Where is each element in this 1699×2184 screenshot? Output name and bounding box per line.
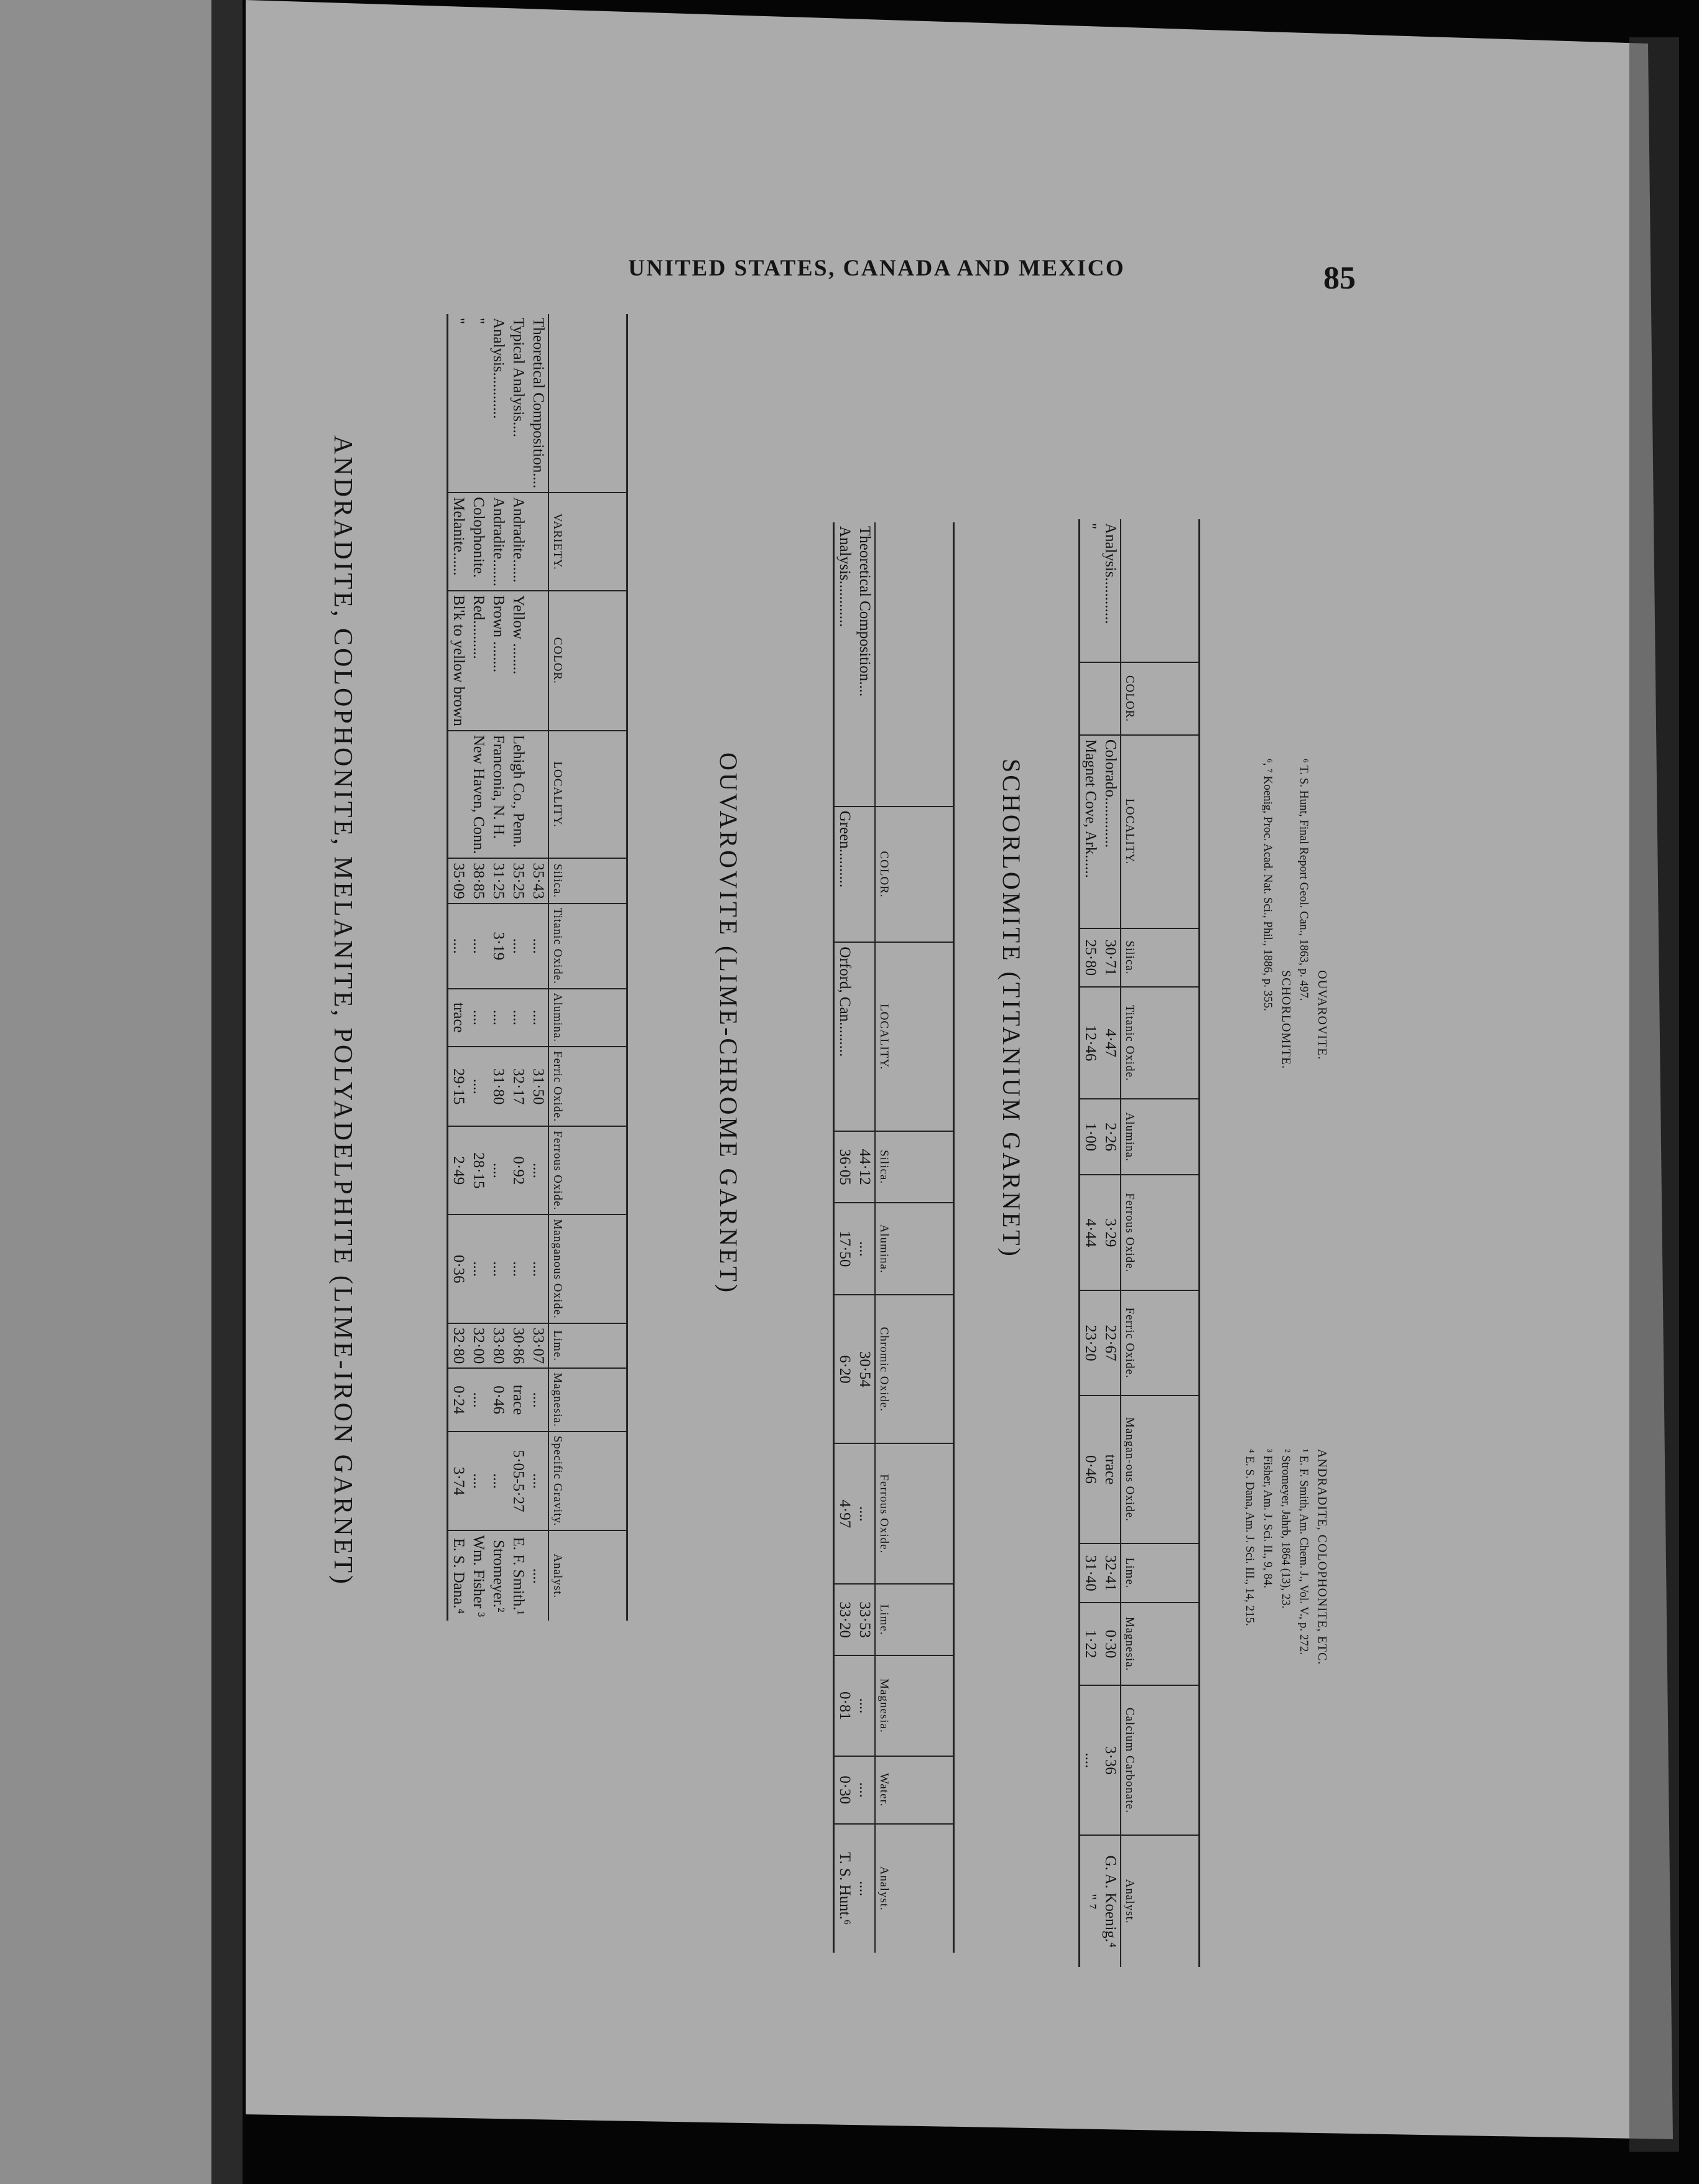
table-cell: 3·19 — [488, 904, 508, 989]
column-header: Calcium Carbonate. — [1121, 1685, 1200, 1835]
table-cell: .... — [508, 904, 528, 989]
table-cell: .... — [854, 1655, 875, 1756]
table-cell: 33·07 — [528, 1323, 549, 1368]
table-cell: 2·26 — [1100, 1099, 1121, 1175]
table-cell: Colophonite. — [468, 493, 488, 591]
table-cell: G. A. Koenig.⁴ — [1100, 1835, 1121, 1967]
column-header: Lime. — [875, 1584, 954, 1655]
table-cell: .... — [508, 1215, 528, 1323]
column-header: Mangan-ous Oxide. — [1121, 1395, 1200, 1544]
table-row — [508, 314, 528, 1621]
table-cell: trace — [1100, 1395, 1121, 1544]
column-header: COLOR. — [1121, 662, 1200, 735]
table-cell: 32·17 — [508, 1047, 528, 1126]
table-cell: 32·41 — [1100, 1543, 1121, 1603]
table-cell — [528, 493, 549, 591]
table-cell: 0·30 — [834, 1756, 855, 1824]
table-cell: 4·97 — [834, 1443, 855, 1584]
table-cell: Red.......... — [468, 591, 488, 731]
page-header: UNITED STATES, CANADA AND MEXICO — [628, 256, 1126, 281]
table-cell: .... — [508, 989, 528, 1047]
table-cell — [854, 807, 875, 943]
table-cell: Magnet Cove, Ark...... — [1080, 735, 1101, 928]
table-cell: 3·29 — [1100, 1175, 1121, 1290]
column-header: Water. — [875, 1756, 954, 1824]
table-cell — [528, 591, 549, 731]
table-cell: Theoretical Composition.... — [856, 526, 873, 697]
table-cell: 35·09 — [448, 858, 469, 903]
table-cell — [1080, 662, 1101, 735]
table-cell: 33·53 — [854, 1584, 875, 1655]
table-cell: " ⁷ — [1080, 1835, 1101, 1967]
table-cell: E. F. Smith.¹ — [508, 1530, 528, 1621]
footnote-andradite-title: ANDRADITE, COLOPHONITE, ETC. — [1315, 1449, 1329, 1665]
table-cell — [854, 942, 875, 1131]
table-cell: .... — [488, 989, 508, 1047]
table-cell: 4·47 — [1100, 987, 1121, 1099]
ouvarovite-title: OUVAROVITE (LIME-CHROME GARNET) — [715, 752, 743, 1295]
table-cell: .... — [528, 1530, 549, 1621]
column-header: Titanic Oxide. — [549, 904, 627, 989]
table-cell: 30·71 — [1100, 928, 1121, 988]
table-cell: Brown ........ — [488, 591, 508, 731]
table-cell: .... — [854, 1443, 875, 1584]
table-cell: Andradite....... — [488, 493, 508, 591]
column-header: COLOR. — [875, 807, 954, 943]
table-cell: trace — [508, 1368, 528, 1432]
table-cell: .... — [448, 904, 469, 989]
footnote-ouvarovite-title: OUVAROVITE. — [1315, 970, 1329, 1060]
table-cell: .... — [528, 1126, 549, 1215]
column-header — [1121, 519, 1200, 662]
table-cell: .... — [468, 989, 488, 1047]
ouvarovite-footnotes — [1259, 759, 1331, 1069]
column-header: Alumina. — [875, 1203, 954, 1295]
column-header: Ferric Oxide. — [549, 1047, 627, 1126]
table-cell: .... — [1080, 1685, 1101, 1835]
table-cell — [1100, 662, 1121, 735]
table-cell: Orford, Can......... — [834, 942, 855, 1131]
table-cell: Yellow ........ — [508, 591, 528, 731]
ouvarovite-table — [833, 522, 955, 1953]
table-cell: .... — [488, 1215, 508, 1323]
column-header — [875, 522, 954, 807]
table-row — [1080, 519, 1101, 1967]
table-cell: " — [448, 314, 469, 493]
table-cell: .... — [528, 989, 549, 1047]
table-row — [528, 314, 549, 1621]
column-header: Lime. — [1121, 1543, 1200, 1603]
table-cell: 0·24 — [448, 1368, 469, 1432]
table-cell: 32·80 — [448, 1323, 469, 1368]
table-cell: 35·25 — [508, 858, 528, 903]
table-row — [834, 522, 855, 1953]
column-header: Manganous Oxide. — [549, 1215, 627, 1323]
column-header: Magnesia. — [875, 1655, 954, 1756]
column-header: Magnesia. — [549, 1368, 627, 1432]
table-cell: .... — [488, 1432, 508, 1531]
table-cell: Wm. Fisher ³ — [468, 1530, 488, 1621]
footnote-line: ² Stromeyer, Jahrb, 1864 (13), 23. — [1279, 1449, 1292, 1609]
table-cell: 36·05 — [834, 1131, 855, 1203]
column-header: Ferrous Oxide. — [549, 1126, 627, 1215]
table-cell: 44·12 — [854, 1131, 875, 1203]
footnote-line: ⁶ T. S. Hunt, Final Report Geol. Can., 1863, p. 497. — [1297, 759, 1310, 1001]
andradite-footnotes — [1241, 1449, 1331, 1665]
table-cell: 0·92 — [508, 1126, 528, 1215]
table-cell: 25·80 — [1080, 928, 1101, 988]
table-cell: .... — [854, 1824, 875, 1953]
column-header: Alumina. — [549, 989, 627, 1047]
column-header: Silica. — [549, 858, 627, 903]
table-cell: 0·36 — [448, 1215, 469, 1323]
table-cell: .... — [528, 904, 549, 989]
table-row — [448, 314, 469, 1621]
table-row — [1100, 519, 1121, 1967]
table-cell: Stromeyer.² — [488, 1530, 508, 1621]
table-cell: trace — [448, 989, 469, 1047]
table-cell: .... — [528, 1215, 549, 1323]
footnote-schorlomite-title: SCHORLOMITE. — [1279, 970, 1293, 1070]
table-cell: .... — [468, 1432, 488, 1531]
table-cell: .... — [854, 1203, 875, 1295]
column-header: LOCALITY. — [1121, 735, 1200, 928]
table-cell: 2·49 — [448, 1126, 469, 1215]
column-header: Analyst. — [549, 1530, 627, 1621]
table-cell: 29·15 — [448, 1047, 469, 1126]
column-header: Magnesia. — [1121, 1603, 1200, 1685]
table-cell: Franconia, N. H. — [488, 731, 508, 859]
table-cell: 33·80 — [488, 1323, 508, 1368]
column-header: LOCALITY. — [875, 942, 954, 1131]
table-cell: 3·36 — [1100, 1685, 1121, 1835]
table-cell: 32·00 — [468, 1323, 488, 1368]
table-cell: .... — [468, 1047, 488, 1126]
table-cell: 12·46 — [1080, 987, 1101, 1099]
table-cell: 35·43 — [528, 858, 549, 903]
column-header: Lime. — [549, 1323, 627, 1368]
table-cell: 22·67 — [1100, 1290, 1121, 1395]
column-header: Alumina. — [1121, 1099, 1200, 1175]
column-header: COLOR. — [549, 591, 627, 731]
table-cell — [528, 731, 549, 859]
table-cell: T. S. Hunt.⁶ — [834, 1824, 855, 1953]
table-cell: Andradite...... — [508, 493, 528, 591]
table-cell: " — [1080, 519, 1101, 662]
table-cell: Analysis............ — [490, 318, 507, 419]
table-cell: .... — [488, 1126, 508, 1215]
table-cell: Green.......... — [834, 807, 855, 943]
table-cell: Theoretical Composition.... — [530, 318, 547, 489]
page-number: 85 — [1323, 261, 1356, 296]
andradite-title: ANDRADITE, COLOPHONITE, MELANITE, POLYADELPHITE (LIME-IRON GARNET) — [328, 435, 357, 1586]
table-cell: 31·40 — [1080, 1543, 1101, 1603]
table-cell: 30·86 — [508, 1323, 528, 1368]
table-cell: Analysis............ — [834, 522, 855, 807]
column-header: Chromic Oxide. — [875, 1295, 954, 1443]
column-header: LOCALITY. — [549, 731, 627, 859]
table-cell: Melanite...... — [448, 493, 469, 591]
table-cell: E. S. Dana.⁴ — [448, 1530, 469, 1621]
table-cell — [448, 731, 469, 859]
table-cell: 4·44 — [1080, 1175, 1101, 1290]
table-cell: 31·80 — [488, 1047, 508, 1126]
table-cell: .... — [468, 1215, 488, 1323]
schorlomite-title: SCHORLOMITE (TITANIUM GARNET) — [998, 759, 1025, 1259]
table-cell: 6·20 — [834, 1295, 855, 1443]
table-cell: 38·85 — [468, 858, 488, 903]
footnote-line: ³ Fisher, Am. J. Sci. II., 9, 84. — [1261, 1449, 1274, 1588]
table-cell: New Haven, Conn. — [468, 731, 488, 859]
footnote-line: ¹ E. F. Smith, Am. Chem. J., Vol. V., p. 272. — [1297, 1449, 1310, 1655]
rotated-content — [0, 174, 1699, 1948]
table-cell: Colorado............. — [1100, 735, 1121, 928]
table-row — [468, 314, 488, 1621]
table-cell: .... — [468, 904, 488, 989]
table-cell: 5·05-5·27 — [508, 1432, 528, 1531]
table-cell: 28·15 — [468, 1126, 488, 1215]
table-cell: .... — [528, 1368, 549, 1432]
table-cell: 1·22 — [1080, 1603, 1101, 1685]
column-header: Titanic Oxide. — [1121, 987, 1200, 1099]
table-cell: .... — [468, 1368, 488, 1432]
column-header: Silica. — [1121, 928, 1200, 988]
table-cell: Lehigh Co., Penn. — [508, 731, 528, 859]
table-cell: 31·25 — [488, 858, 508, 903]
table-cell: 33·20 — [834, 1584, 855, 1655]
table-cell: 0·46 — [488, 1368, 508, 1432]
table-cell: Typical Analysis.... — [510, 318, 527, 437]
table-cell: 0·30 — [1100, 1603, 1121, 1685]
column-header — [549, 314, 627, 493]
column-header: Analyst. — [1121, 1835, 1200, 1967]
table-cell: " — [470, 318, 487, 325]
table-cell: 0·46 — [1080, 1395, 1101, 1544]
column-header: Ferric Oxide. — [1121, 1290, 1200, 1395]
column-header: VARIETY. — [549, 493, 627, 591]
table-cell: Analysis............ — [1102, 523, 1119, 624]
andradite-table — [447, 314, 628, 1621]
footnote-line: ⁶, ⁷ Koenig, Proc. Acad. Nat. Sci., Phil., 1886, p. 355. — [1261, 759, 1274, 1011]
schorlomite-table — [1078, 519, 1200, 1967]
column-header: Specific Gravity. — [549, 1432, 627, 1531]
table-cell: .... — [528, 1432, 549, 1531]
table-cell: Bl'k to yellow brown — [448, 591, 469, 731]
table-row — [488, 314, 508, 1621]
column-header: Silica. — [875, 1131, 954, 1203]
column-header: Ferrous Oxide. — [875, 1443, 954, 1584]
table-cell: .... — [854, 1756, 875, 1824]
table-cell: 31·50 — [528, 1047, 549, 1126]
table-cell: 1·00 — [1080, 1099, 1101, 1175]
table-cell: 3·74 — [448, 1432, 469, 1531]
column-header: Analyst. — [875, 1824, 954, 1953]
table-cell: 17·50 — [834, 1203, 855, 1295]
table-row — [854, 522, 875, 1953]
footnote-line: ⁴ E. S. Dana, Am. J. Sci. III., 14, 215. — [1243, 1449, 1256, 1626]
column-header: Ferrous Oxide. — [1121, 1175, 1200, 1290]
table-cell: 23·20 — [1080, 1290, 1101, 1395]
table-cell: 0·81 — [834, 1655, 855, 1756]
table-cell: 30·54 — [854, 1295, 875, 1443]
